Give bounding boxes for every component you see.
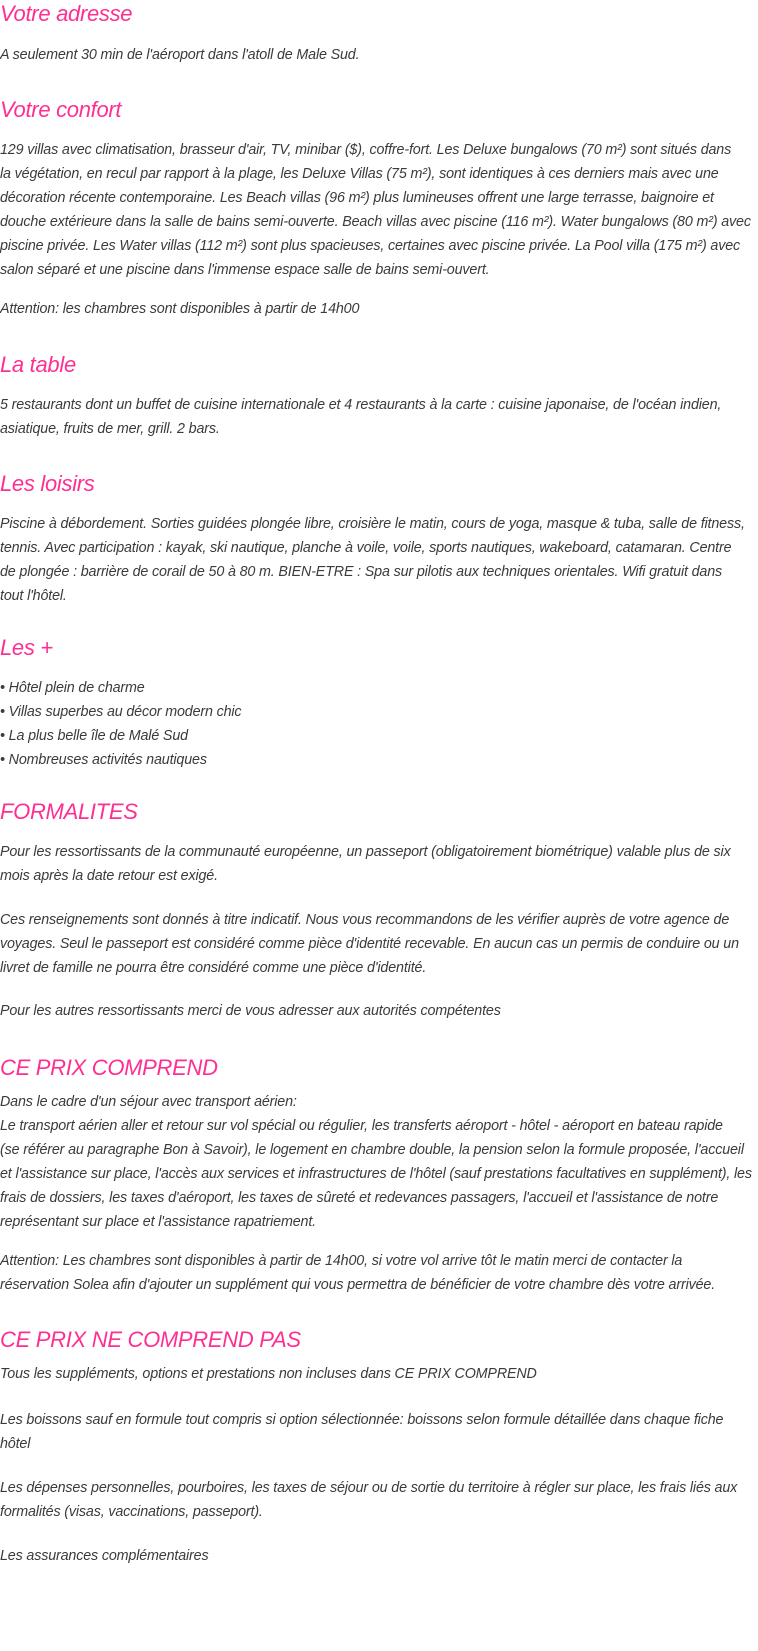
section-title-formalites: FORMALITES <box>0 799 138 824</box>
paragraph-formalites-2 <box>0 908 752 980</box>
text-line: Dans le cadre d'un séjour avec transport aérien: <box>0 1094 297 1110</box>
text-line: la végétation, en recul par rapport à la plage, les Deluxe Villas (75 m²), sont identiques à ces derniers mais avec une <box>0 166 719 182</box>
text-line: livret de famille ne pourra être considéré comme une pièce d'identité. <box>0 960 427 976</box>
text-line: Ces renseignements sont donnés à titre indicatif. Nous vous recommandons de les vérifier auprès de votre agence de <box>0 912 730 928</box>
section-title-ce-prix-ne-comprend-pas: CE PRIX NE COMPREND PAS <box>0 1327 301 1352</box>
text-line: • Hôtel plein de charme <box>0 680 145 696</box>
text-line: formalités (visas, vaccinations, passeport). <box>0 1504 263 1520</box>
text-line: 5 restaurants dont un buffet de cuisine internationale et 4 restaurants à la carte : cuisine japonaise, de l'océan indien, <box>0 397 722 413</box>
text-line: tout l'hôtel. <box>0 588 67 604</box>
text-line: Le transport aérien aller et retour sur vol spécial ou régulier, les transferts aéroport - hôtel - aéroport en bateau rapide <box>0 1118 723 1134</box>
text-line: Les assurances complémentaires <box>0 1548 209 1564</box>
text-line: décoration récente contemporaine. Les Beach villas (96 m²) plus lumineuses offrent une large terrasse, baignoire et <box>0 190 714 206</box>
text-line: Piscine à débordement. Sorties guidées plongée libre, croisière le matin, cours de yoga, masque & tuba, salle de fitness, <box>0 516 745 532</box>
section-title-les-loisirs: Les loisirs <box>0 471 95 496</box>
paragraph-la-table-1 <box>0 393 752 441</box>
text-line: frais de dossiers, les taxes d'aéroport, les taxes de sûreté et redevances passagers, l'accueil et l'assistance de notre <box>0 1190 719 1206</box>
paragraph-formalites-3 <box>0 999 752 1023</box>
text-line: réservation Solea afin d'ajouter un supplément qui vous permettra de bénéficier de votre chambre dès votre arrivée. <box>0 1277 716 1293</box>
paragraph-ce-prix-ne-comprend-pas-2 <box>0 1408 752 1456</box>
paragraph-votre-confort-1 <box>0 138 752 282</box>
text-line: Les dépenses personnelles, pourboires, les taxes de séjour ou de sortie du territoire à régler sur place, les frais liés aux <box>0 1480 738 1496</box>
text-line: douche extérieure dans la salle de bains semi-ouverte. Beach villas avec piscine (116 m²). Water bungalows (80 m²) avec <box>0 214 751 230</box>
text-line: • La plus belle île de Malé Sud <box>0 728 188 744</box>
paragraph-ce-prix-comprend-1 <box>0 1090 752 1234</box>
text-line: mois après la date retour est exigé. <box>0 868 218 884</box>
section-title-votre-confort: Votre confort <box>0 97 122 122</box>
paragraph-ce-prix-ne-comprend-pas-1 <box>0 1362 752 1386</box>
text-line: de plongée : barrière de corail de 50 à 80 m. BIEN-ETRE : Spa sur pilotis aux techniques orientales. Wifi gratuit dans <box>0 564 723 580</box>
text-line: représentant sur place et l'assistance rapatriement. <box>0 1214 316 1230</box>
section-title-ce-prix-comprend: CE PRIX COMPREND <box>0 1055 218 1080</box>
text-line: asiatique, fruits de mer, grill. 2 bars. <box>0 421 220 437</box>
text-line: • Villas superbes au décor modern chic <box>0 704 242 720</box>
text-line: Attention: Les chambres sont disponibles à partir de 14h00, si votre vol arrive tôt le matin merci de contacter la <box>0 1253 683 1269</box>
paragraph-ce-prix-comprend-2 <box>0 1249 752 1297</box>
text-line: Tous les suppléments, options et prestations non incluses dans CE PRIX COMPREND <box>0 1366 537 1382</box>
paragraph-ce-prix-ne-comprend-pas-3 <box>0 1476 752 1524</box>
text-line: Pour les autres ressortissants merci de vous adresser aux autorités compétentes <box>0 1003 501 1019</box>
text-line: et l'assistance sur place, l'accès aux services et infrastructures de l'hôtel (sauf prestations facultatives en supplément), les <box>0 1166 752 1182</box>
text-line: (se référer au paragraphe Bon à Savoir), le logement en chambre double, la pension selon la formule proposée, l'accueil <box>0 1142 744 1158</box>
text-line: Les boissons sauf en formule tout compris si option sélectionnée: boissons selon formule détaillée dans chaque fiche <box>0 1412 724 1428</box>
paragraph-les-plus-1 <box>0 676 752 772</box>
paragraph-votre-confort-2 <box>0 297 752 321</box>
text-line: voyages. Seul le passeport est considéré comme pièce d'identité recevable. En aucun cas un permis de conduire ou un <box>0 936 739 952</box>
paragraph-ce-prix-ne-comprend-pas-4 <box>0 1544 752 1568</box>
text-line: hôtel <box>0 1436 31 1452</box>
text-line: tennis. Avec participation : kayak, ski nautique, planche à voile, voile, sports nautiques, wakeboard, catamaran. Centre <box>0 540 732 556</box>
text-line: piscine privée. Les Water villas (112 m²) sont plus spacieuses, certaines avec piscine privée. La Pool villa (175 m²) avec <box>0 238 741 254</box>
text-line: • Nombreuses activités nautiques <box>0 752 207 768</box>
section-title-votre-adresse: Votre adresse <box>0 1 133 26</box>
text-line: salon séparé et une piscine dans l'immense espace salle de bains semi-ouvert. <box>0 262 490 278</box>
paragraph-votre-adresse-1 <box>0 43 752 67</box>
text-line: A seulement 30 min de l'aéroport dans l'atoll de Male Sud. <box>0 47 360 63</box>
section-title-les-plus: Les + <box>0 635 53 660</box>
text-line: 129 villas avec climatisation, brasseur d'air, TV, minibar ($), coffre-fort. Les Deluxe bungalows (70 m²) sont situés dans <box>0 142 732 158</box>
paragraph-formalites-1 <box>0 840 752 888</box>
paragraph-les-loisirs-1 <box>0 512 752 608</box>
text-line: Attention: les chambres sont disponibles à partir de 14h00 <box>0 301 360 317</box>
text-line: Pour les ressortissants de la communauté européenne, un passeport (obligatoirement biométrique) valable plus de six <box>0 844 731 860</box>
section-title-la-table: La table <box>0 352 76 377</box>
